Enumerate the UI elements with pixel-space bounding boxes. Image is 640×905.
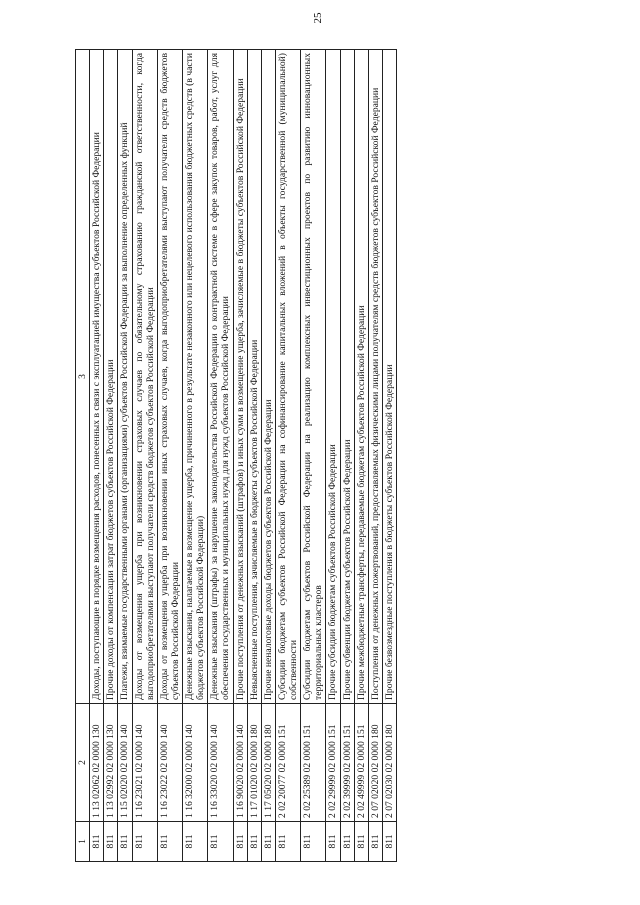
budget-classification-code-cell: 2 07 02030 02 0000 180: [382, 704, 396, 822]
revenue-name-cell: Прочие поступления от денежных взысканий (штрафов) и иных сумм в возмещение ущерба, зачисляемые в бюджеты субъектов Российской Федерации: [233, 50, 247, 704]
revenue-name-cell: Денежные взыскания (штрафы) за нарушение законодательства Российской Федерации о контрактной системе в сфере закупок товаров, работ, услуг для обеспечения государственных и муниципальных нужд для нужд субъектов Российской Федерации: [208, 50, 233, 704]
admin-code-cell: 811: [261, 822, 275, 862]
budget-classification-code-cell: 1 16 32000 02 0000 140: [183, 704, 208, 822]
budget-classification-code-cell: 2 02 49999 02 0000 151: [354, 704, 368, 822]
table-row: [132, 50, 157, 862]
budget-classification-code-cell: 1 13 02992 02 0000 130: [104, 704, 118, 822]
table-header-row: [76, 50, 90, 862]
budget-classification-code-cell: 1 16 90020 02 0000 140: [233, 704, 247, 822]
table-row: [261, 50, 275, 862]
revenue-name-cell: Прочие безвозмездные поступления в бюджеты субъектов Российской Федерации: [382, 50, 396, 704]
table-row: [157, 50, 182, 862]
budget-classification-code-cell: 1 15 02020 02 0000 140: [118, 704, 132, 822]
header-col-2: 2: [76, 704, 90, 822]
admin-code-cell: 811: [301, 822, 326, 862]
admin-code-cell: 811: [275, 822, 300, 862]
admin-code-cell: 811: [233, 822, 247, 862]
revenue-name-cell: Субсидии бюджетам субъектов Российской Федерации на софинансирование капитальных вложений в объекты государственной (муниципальной) собственности: [275, 50, 300, 704]
table-row: [90, 50, 104, 862]
table-row: [354, 50, 368, 862]
admin-code-cell: 811: [340, 822, 354, 862]
admin-code-cell: 811: [90, 822, 104, 862]
table-row: [340, 50, 354, 862]
revenue-name-cell: Доходы от возмещения ущерба при возникновении страховых случаев по обязательному страхованию гражданской ответственности, когда выгодоприобретателями выступают получатели средств бюджетов субъектов Российской Федерации: [132, 50, 157, 704]
budget-classification-code-cell: 2 02 29999 02 0000 151: [326, 704, 340, 822]
admin-code-cell: 811: [354, 822, 368, 862]
revenue-name-cell: Субсидии бюджетам субъектов Российской Федерации на реализацию комплексных инвестиционных проектов по развитию инновационных территориальных кластеров: [301, 50, 326, 704]
header-col-1: 1: [76, 822, 90, 862]
revenue-name-cell: Прочие субсидии бюджетам субъектов Российской Федерации: [326, 50, 340, 704]
budget-classification-code-cell: 1 17 01020 02 0000 180: [247, 704, 261, 822]
revenue-name-cell: Прочие доходы от компенсации затрат бюджетов субъектов Российской Федерации: [104, 50, 118, 704]
revenue-name-cell: Прочие неналоговые доходы бюджетов субъектов Российской Федерации: [261, 50, 275, 704]
budget-classification-code-cell: 2 07 02020 02 0000 180: [368, 704, 382, 822]
admin-code-cell: 811: [132, 822, 157, 862]
admin-code-cell: 811: [368, 822, 382, 862]
revenue-codes-table: [75, 49, 397, 862]
budget-classification-code-cell: 1 17 05020 02 0000 180: [261, 704, 275, 822]
table-row: [301, 50, 326, 862]
budget-classification-code-cell: 1 13 02062 02 0000 130: [90, 704, 104, 822]
revenue-name-cell: Прочие межбюджетные трансферты, передаваемые бюджетам субъектов Российской Федерации: [354, 50, 368, 704]
revenue-name-cell: Прочие субвенции бюджетам субъектов Российской Федерации: [340, 50, 354, 704]
admin-code-cell: 811: [326, 822, 340, 862]
admin-code-cell: 811: [104, 822, 118, 862]
table-row: [118, 50, 132, 862]
revenue-name-cell: Платежи, взимаемые государственными органами (организациями) субъектов Российской Федерации за выполнение определенных функций: [118, 50, 132, 704]
table-row: [275, 50, 300, 862]
table-row: [208, 50, 233, 862]
rotated-page-content: [75, 50, 527, 862]
header-col-3: 3: [76, 50, 90, 704]
table-row: [104, 50, 118, 862]
revenue-name-cell: Поступления от денежных пожертвований, предоставляемых физическими лицами получателям средств бюджетов субъектов Российской Федерации: [368, 50, 382, 704]
revenue-name-cell: Доходы от возмещения ущерба при возникновении иных страховых случаев, когда выгодоприобретателями выступают получатели средств бюджетов субъектов Российской Федерации: [157, 50, 182, 704]
budget-classification-code-cell: 1 16 33020 02 0000 140: [208, 704, 233, 822]
budget-classification-code-cell: 2 02 39999 02 0000 151: [340, 704, 354, 822]
revenue-name-cell: Доходы, поступающие в порядке возмещения расходов, понесенных в связи с эксплуатацией имущества субъектов Российской Федерации: [90, 50, 104, 704]
admin-code-cell: 811: [382, 822, 396, 862]
admin-code-cell: 811: [208, 822, 233, 862]
table-row: [247, 50, 261, 862]
revenue-name-cell: Невыясненные поступления, зачисляемые в бюджеты субъектов Российской Федерации: [247, 50, 261, 704]
table-row: [183, 50, 208, 862]
table-row: [368, 50, 382, 862]
admin-code-cell: 811: [118, 822, 132, 862]
budget-classification-code-cell: 2 02 25389 02 0000 151: [301, 704, 326, 822]
table-row: [233, 50, 247, 862]
admin-code-cell: 811: [157, 822, 182, 862]
revenue-name-cell: Денежные взыскания, налагаемые в возмещение ущерба, причиненного в результате незаконного или нецелевого использования бюджетных средств (в части бюджетов субъектов Российской Федерации): [183, 50, 208, 704]
table-row: [326, 50, 340, 862]
budget-classification-code-cell: 1 16 23021 02 0000 140: [132, 704, 157, 822]
table-row: [382, 50, 396, 862]
budget-classification-code-cell: 2 02 20077 02 0000 151: [275, 704, 300, 822]
table-body: [90, 50, 397, 862]
admin-code-cell: 811: [247, 822, 261, 862]
page-number: 25: [312, 12, 324, 24]
admin-code-cell: 811: [183, 822, 208, 862]
budget-classification-code-cell: 1 16 23022 02 0000 140: [157, 704, 182, 822]
